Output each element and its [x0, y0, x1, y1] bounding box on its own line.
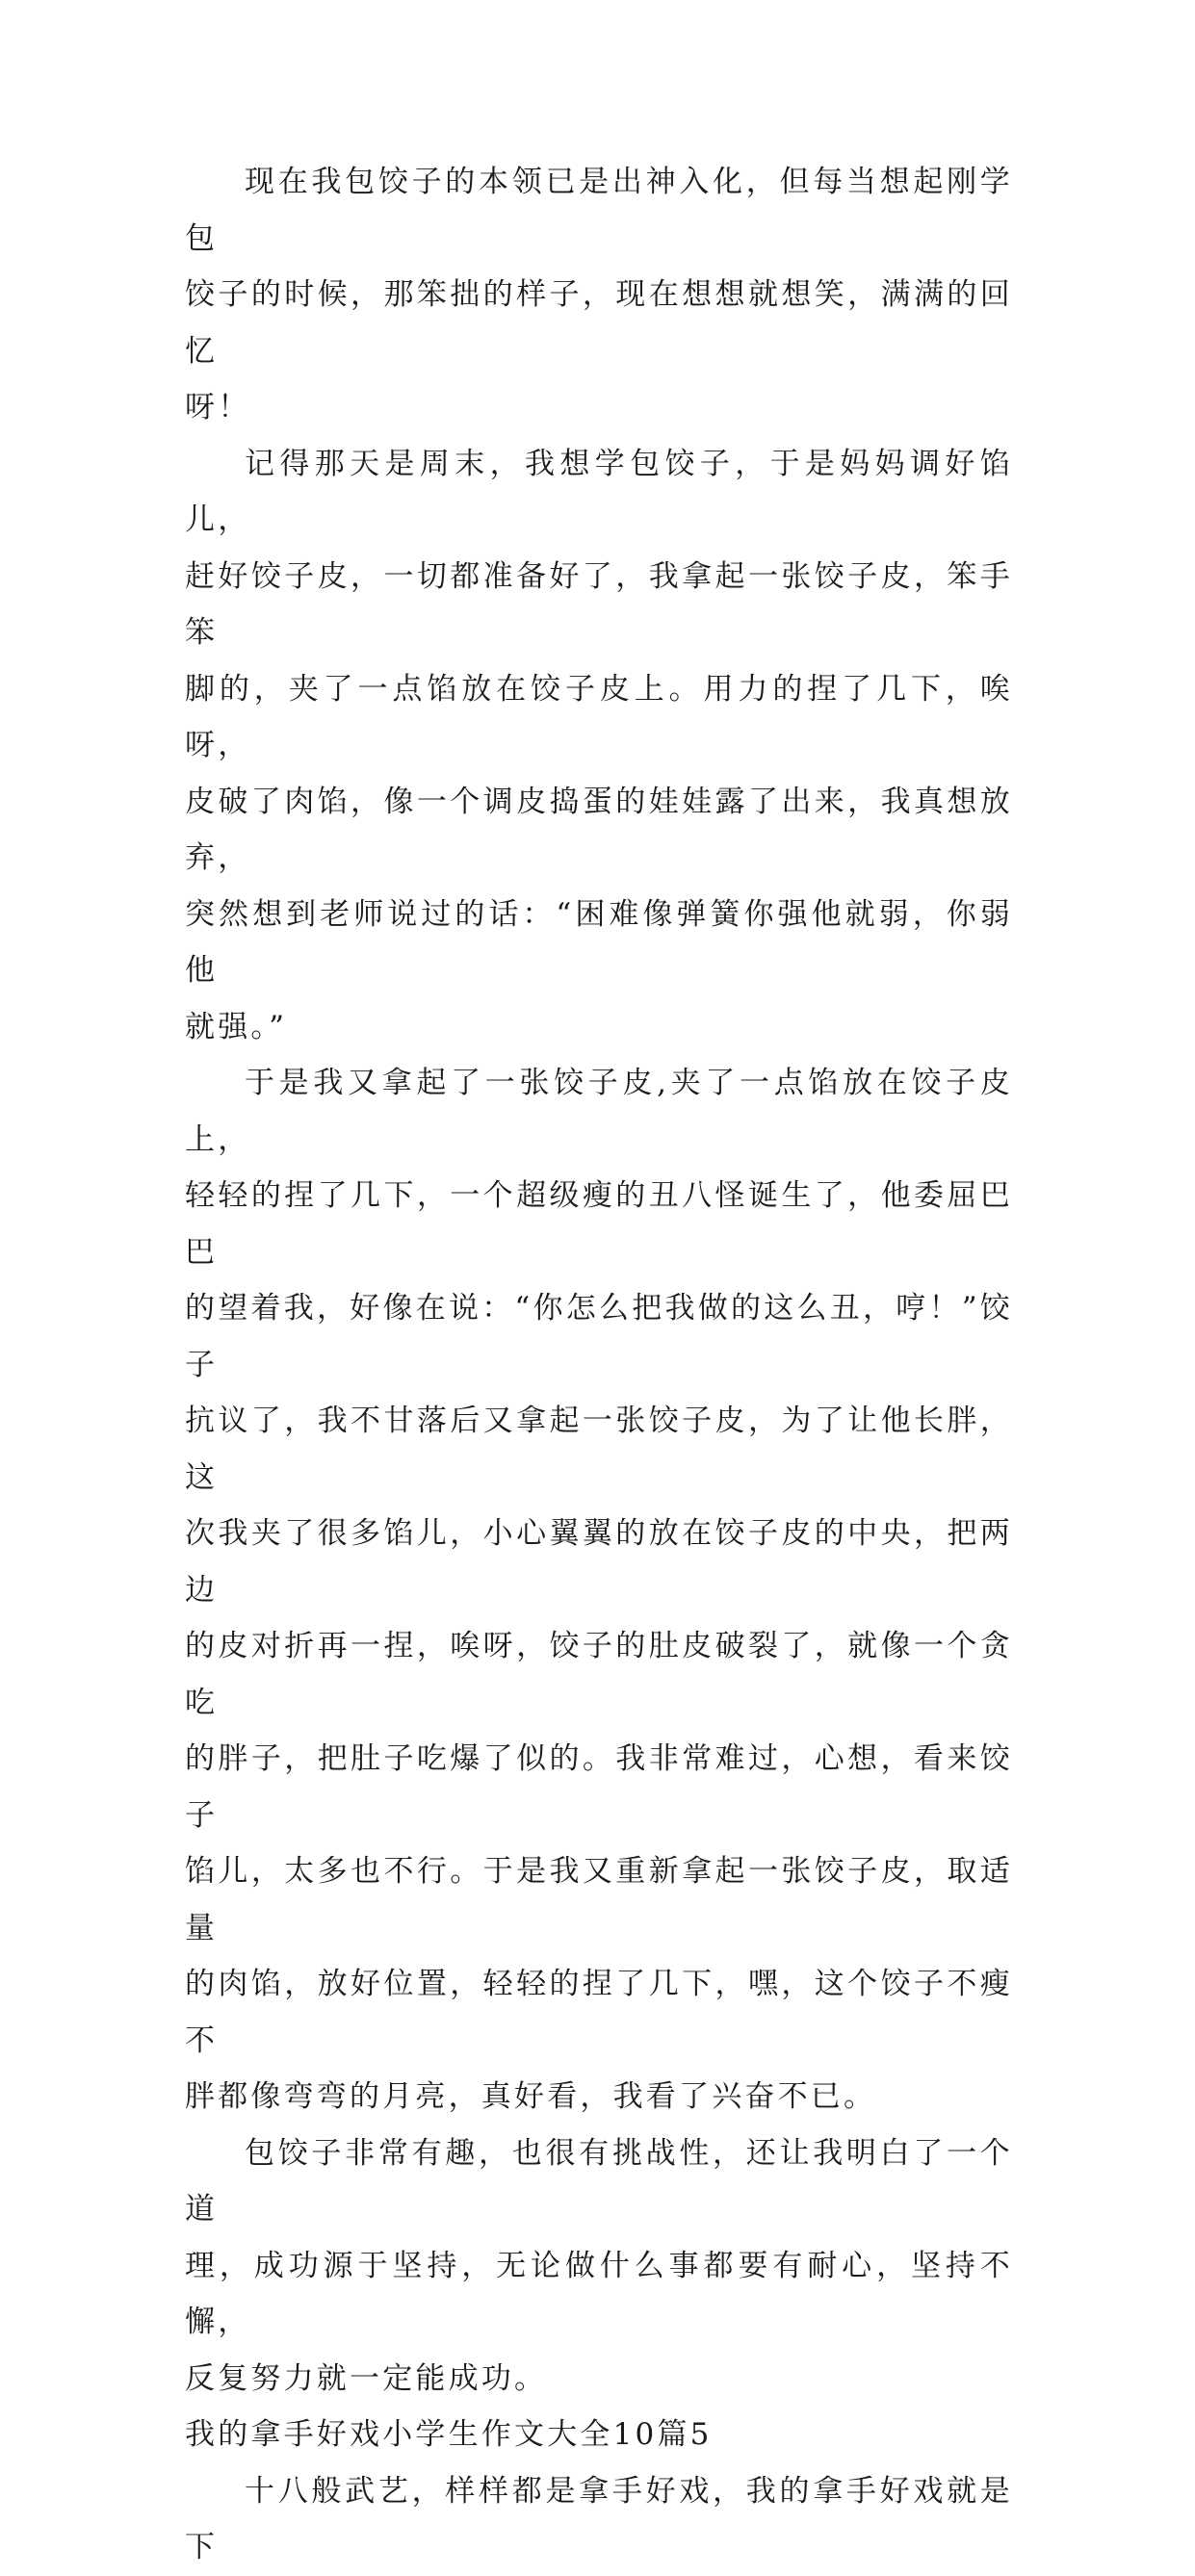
section-heading: 我的拿手好戏小学生作文大全10篇5 — [185, 2417, 713, 2452]
paragraph-5: 十八般武艺，样样都是拿手好戏，我的拿手好戏就是下 — [185, 2473, 1013, 2564]
paragraph-2: 记得那天是周末，我想学包饺子，于是妈妈调好馅儿， 赶好饺子皮，一切都准备好了，我拿起一张饺子皮，笨手笨 脚的，夹了一点馅放在饺子皮上。用力的捏了几下，唉呀， 皮破了肉馅，像一个调皮捣蛋的娃娃露了出来，我真想放弃， 突然想到老师说过的话：“困难像弹簧你强他就弱，你弱他 就强。” — [185, 446, 1013, 1044]
paragraph-4: 包饺子非常有趣，也很有挑战性，还让我明白了一个道 理，成功源于坚持，无论做什么事都要有耐心，坚持不懈， 反复努力就一定能成功。 — [185, 2135, 1013, 2396]
paragraph-1: 现在我包饺子的本领已是出神入化，但每当想起刚学包 饺子的时候，那笨拙的样子，现在想想就想笑，满满的回忆 呀！ — [185, 165, 1013, 425]
paragraph-3: 于是我又拿起了一张饺子皮,夹了一点馅放在饺子皮上， 轻轻的捏了几下，一个超级瘦的丑八怪诞生了，他委屈巴巴 的望着我，好像在说：“你怎么把我做的这么丑，哼！”饺子 抗议了，我不甘落后又拿起一张饺子皮，为了让他长胖，这 次我夹了很多馅儿，小心翼翼的放在饺子皮的中央，把两边 的皮对折再一捏，唉呀，饺子的肚皮破裂了，就像一个贪吃 的胖子，把肚子吃爆了似的。我非常难过，心想，看来饺子 馅儿，太多也不行。于是我又重新拿起一张饺子皮，取适量 的肉馅，放好位置，轻轻的捏了几下，嘿，这个饺子不瘦不 胖都像弯弯的月亮，真好看，我看了兴奋不已。 — [185, 1066, 1013, 2114]
document-body — [185, 154, 1013, 2576]
